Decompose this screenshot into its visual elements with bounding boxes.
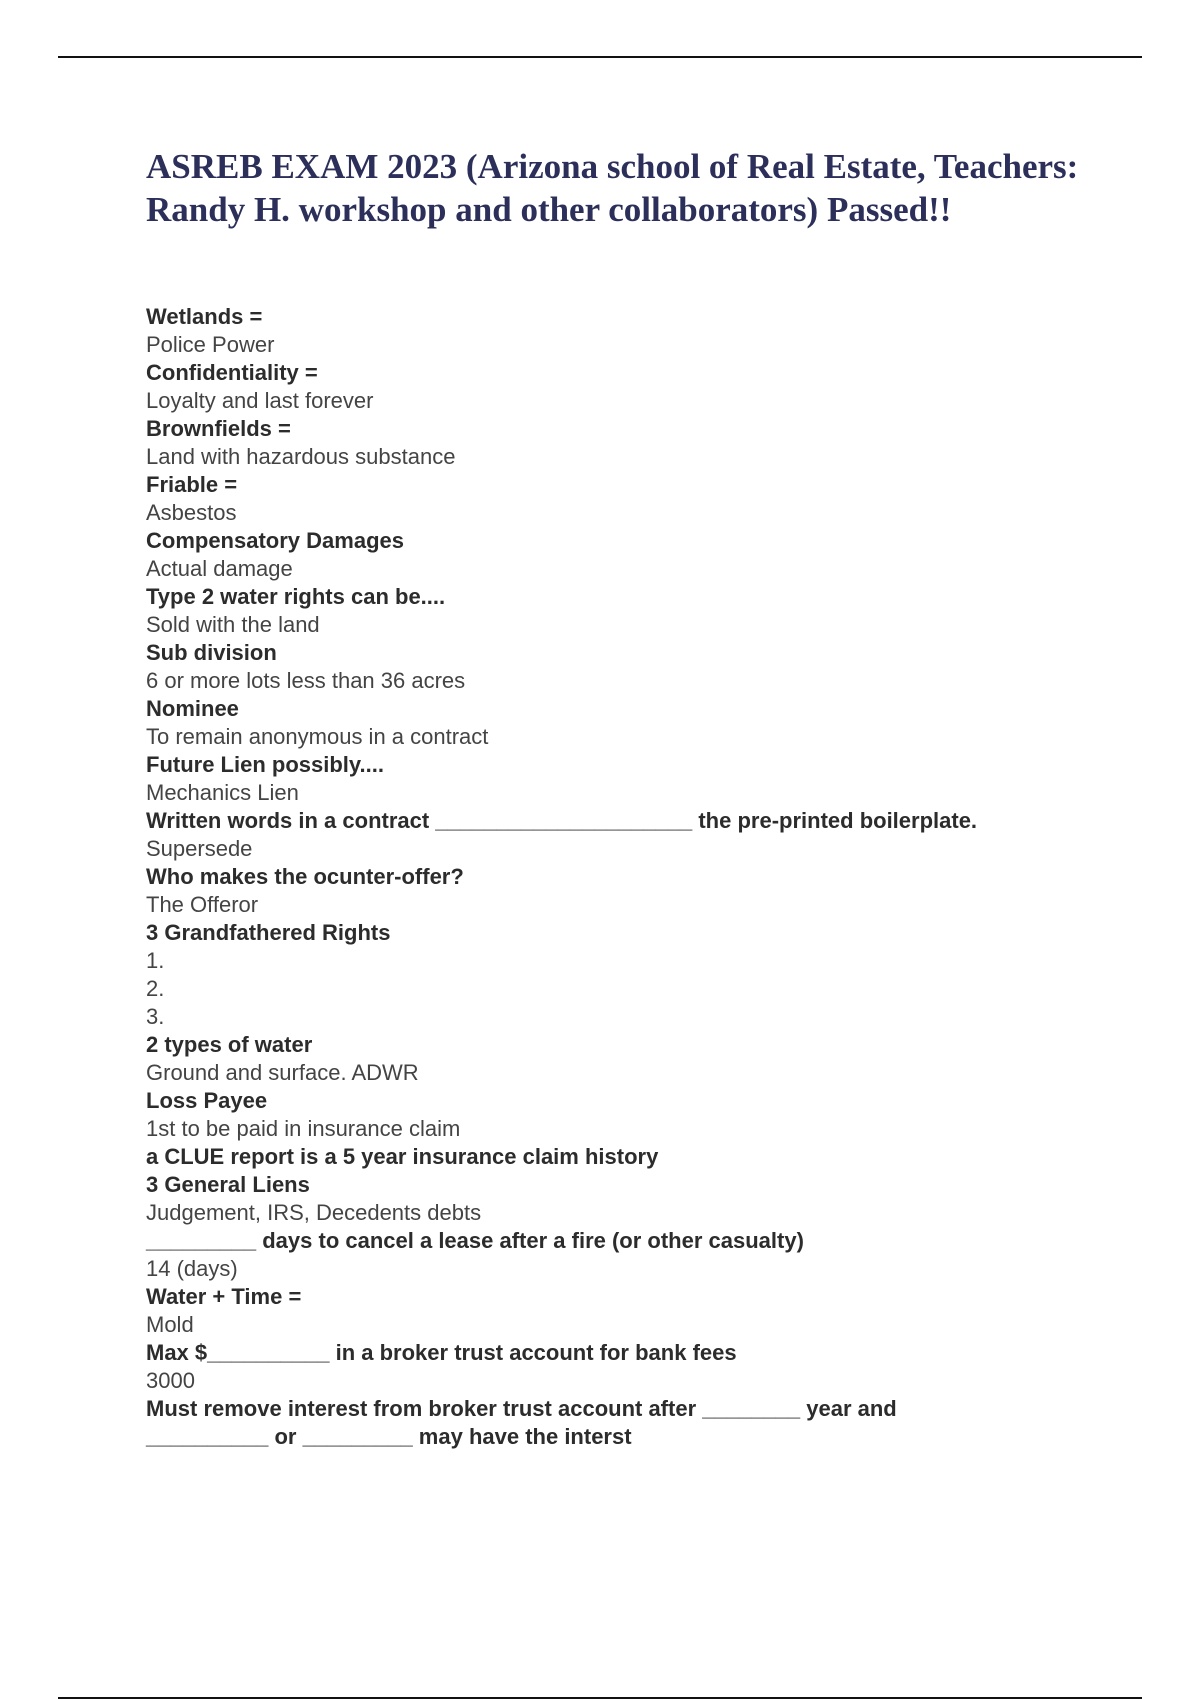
answer-text: The Offeror (146, 892, 259, 917)
question-text: Friable = (146, 472, 238, 497)
question-text: Water + Time = (146, 1284, 302, 1309)
answer-text: Sold with the land (146, 612, 320, 637)
question-text: Must remove interest from broker trust account after ________ year and (146, 1396, 897, 1421)
bottom-divider (58, 1697, 1142, 1699)
answer-text: Actual damage (146, 556, 293, 581)
top-divider (58, 56, 1142, 58)
answer-text: 1. (146, 948, 165, 973)
answer-text: 6 or more lots less than 36 acres (146, 668, 466, 693)
answer-text: 2. (146, 976, 165, 1001)
question-text: Compensatory Damages (146, 528, 404, 553)
answer-text: Judgement, IRS, Decedents debts (146, 1200, 482, 1225)
question-text: Brownfields = (146, 416, 291, 441)
answer-text: Asbestos (146, 500, 237, 525)
question-text: Written words in a contract _____________________ the pre-printed boilerplate. (146, 808, 978, 833)
answer-text: Police Power (146, 332, 275, 357)
question-text: __________ or _________ may have the interst (146, 1424, 632, 1449)
question-text: Max $__________ in a broker trust account for bank fees (146, 1340, 737, 1365)
document-title: ASREB EXAM 2023 (Arizona school of Real Estate, Teachers: Randy H. workshop and other collaborators) Passed!! (146, 147, 1079, 229)
question-text: Who makes the ocunter-offer? (146, 864, 464, 889)
answer-text: Mechanics Lien (146, 780, 299, 805)
question-text: Nominee (146, 696, 239, 721)
answer-text: 3000 (146, 1368, 195, 1393)
qa-list (146, 303, 1146, 1451)
question-text: 3 Grandfathered Rights (146, 920, 391, 945)
answer-text: 3. (146, 1004, 165, 1029)
answer-text: Mold (146, 1312, 194, 1337)
question-text: 2 types of water (146, 1032, 313, 1057)
question-text: _________ days to cancel a lease after a fire (or other casualty) (146, 1228, 804, 1253)
question-text: Future Lien possibly.... (146, 752, 384, 777)
question-text: Loss Payee (146, 1088, 268, 1113)
answer-text: Loyalty and last forever (146, 388, 374, 413)
question-text: Type 2 water rights can be.... (146, 584, 446, 609)
question-text: 3 General Liens (146, 1172, 310, 1197)
answer-text: Ground and surface. ADWR (146, 1060, 419, 1085)
answer-text: To remain anonymous in a contract (146, 724, 489, 749)
question-text: a CLUE report is a 5 year insurance claim history (146, 1144, 659, 1169)
answer-text: 1st to be paid in insurance claim (146, 1116, 461, 1141)
question-text: Wetlands = (146, 304, 263, 329)
question-text: Sub division (146, 640, 277, 665)
answer-text: 14 (days) (146, 1256, 238, 1281)
answer-text: Land with hazardous substance (146, 444, 456, 469)
answer-text: Supersede (146, 836, 253, 861)
question-text: Confidentiality = (146, 360, 318, 385)
